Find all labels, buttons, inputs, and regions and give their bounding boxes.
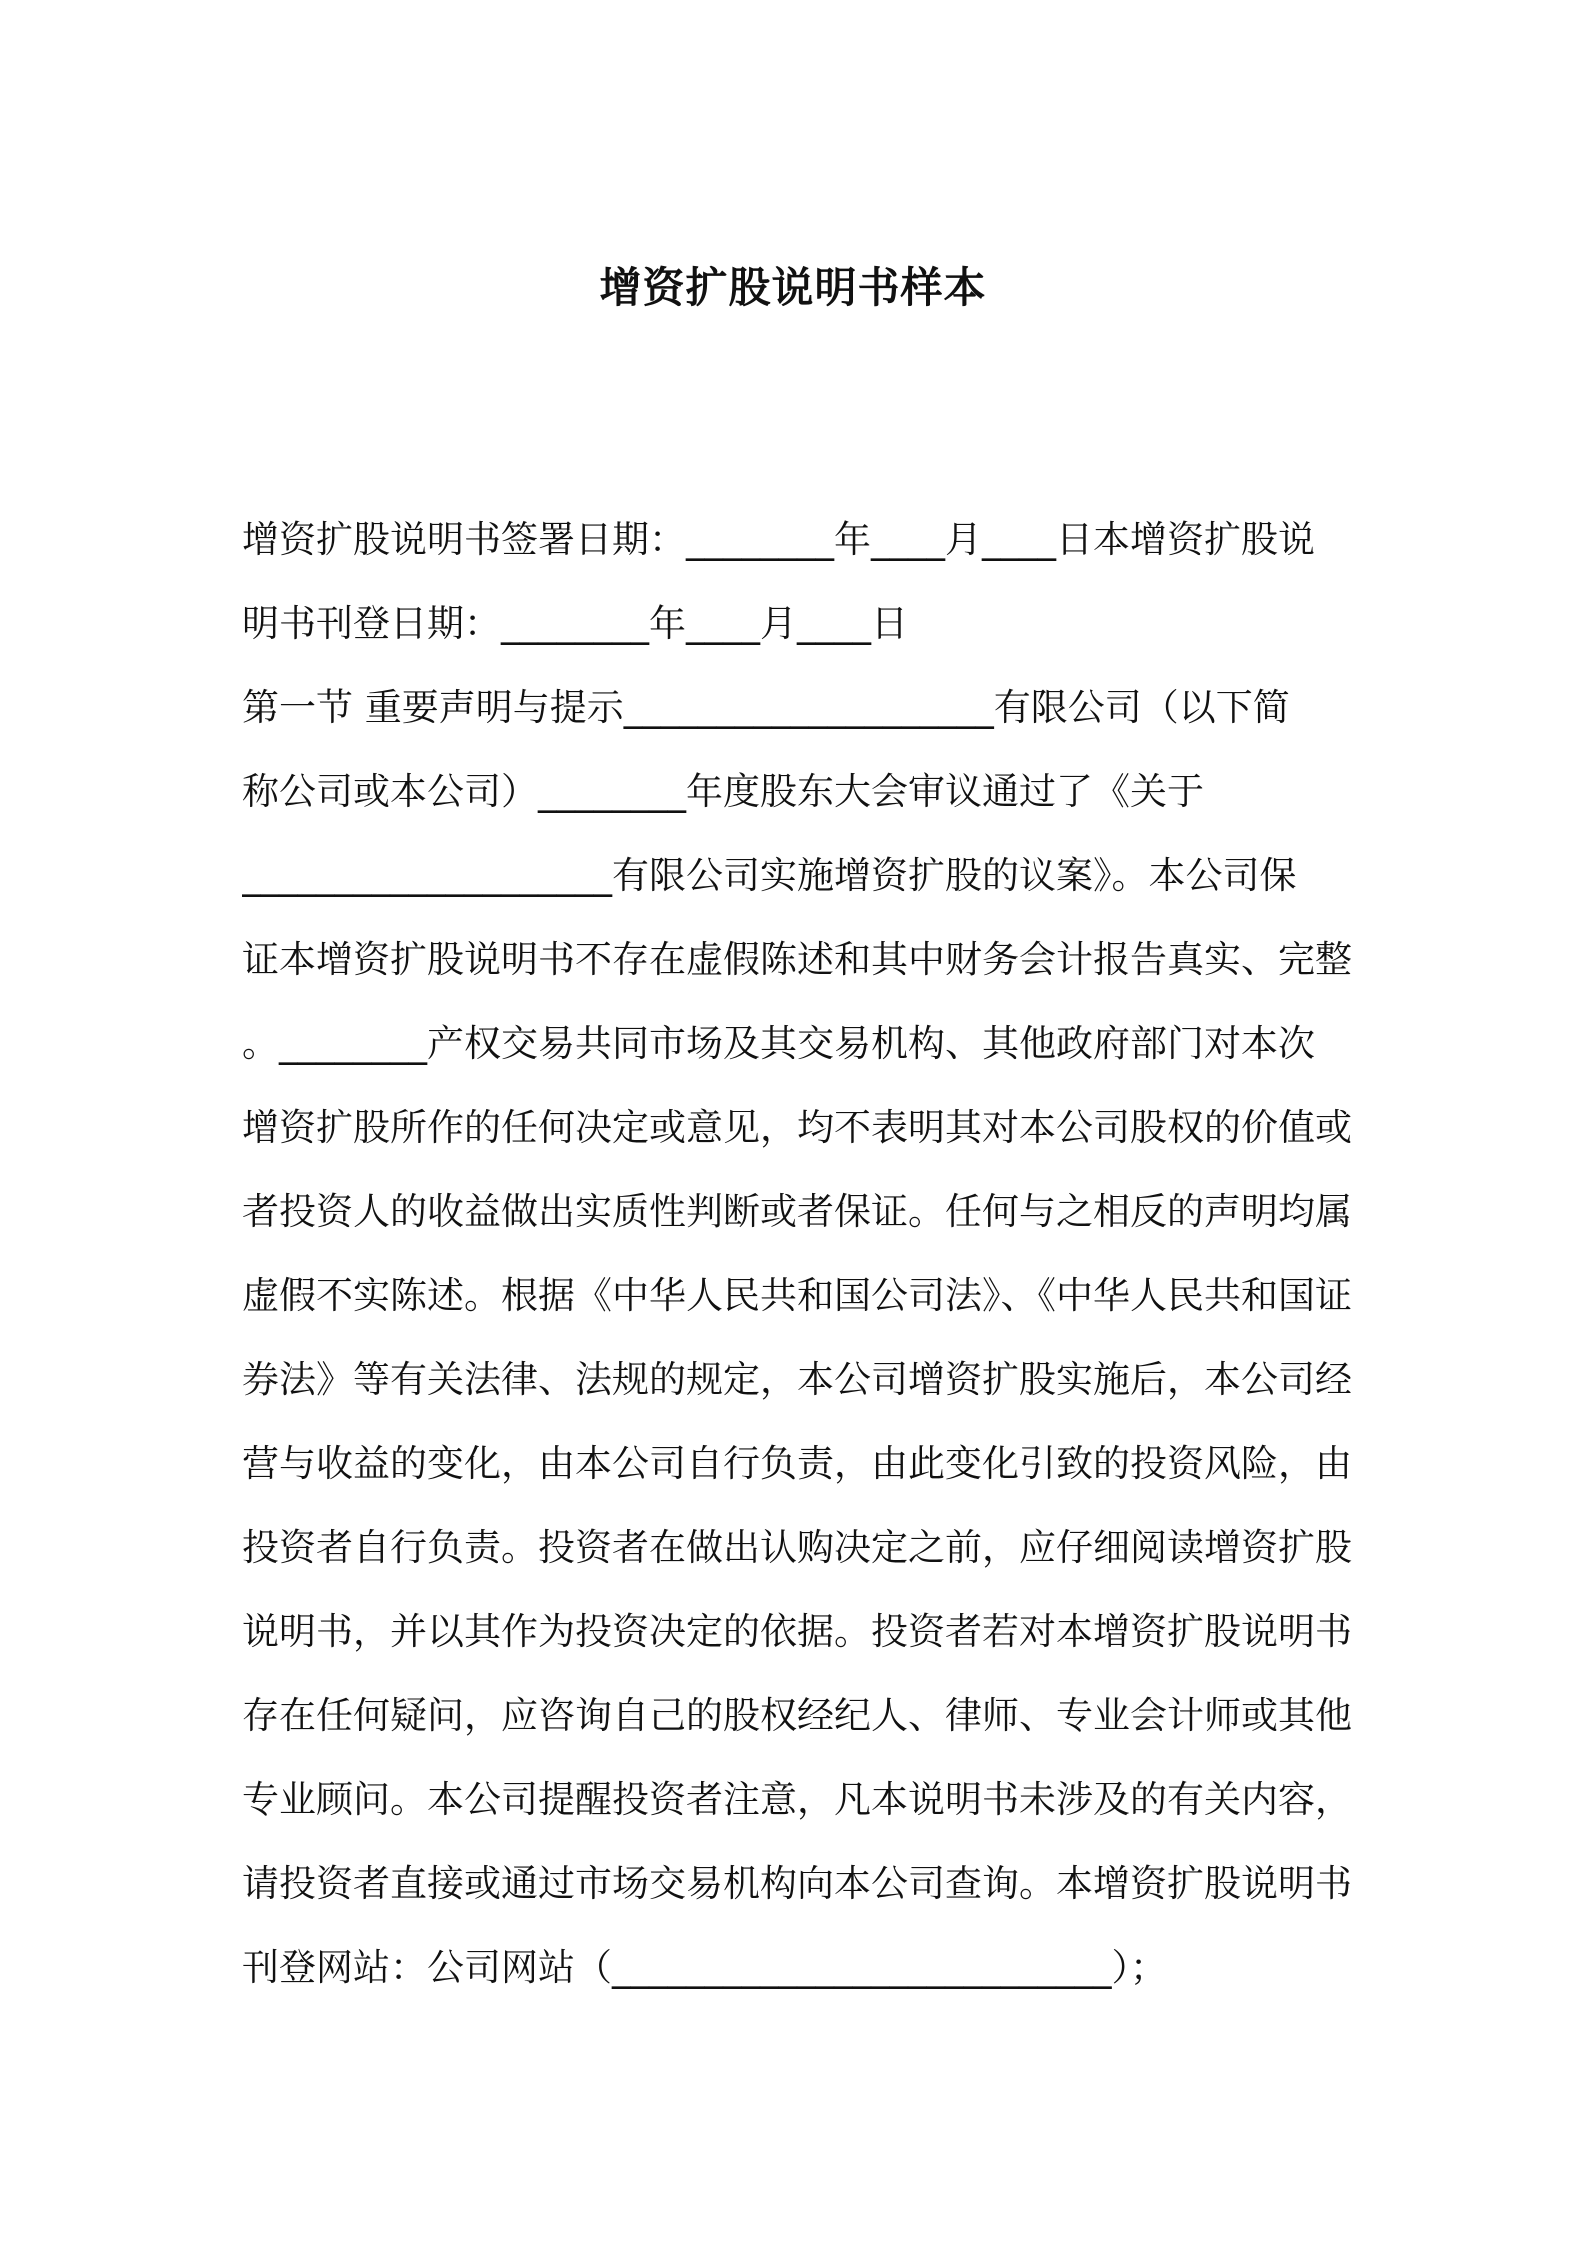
body-line: 证本增资扩股说明书不存在虚假陈述和其中财务会计报告真实、完整 bbox=[242, 938, 1352, 981]
body-line: 称公司或本公司）________年度股东大会审议通过了《关于 bbox=[242, 770, 1204, 813]
body-line: 增资扩股说明书签署日期：________年____月____日本增资扩股说 bbox=[242, 518, 1315, 561]
body-line: 。________产权交易共同市场及其交易机构、其他政府部门对本次 bbox=[242, 1022, 1315, 1065]
body-line: 存在任何疑问，应咨询自己的股权经纪人、律师、专业会计师或其他 bbox=[242, 1694, 1352, 1737]
body-line: 专业顾问。本公司提醒投资者注意，凡本说明书未涉及的有关内容， bbox=[242, 1778, 1352, 1821]
document-title: 增资扩股说明书样本 bbox=[599, 263, 987, 312]
body-line: 增资扩股所作的任何决定或意见，均不表明其对本公司股权的价值或 bbox=[242, 1106, 1352, 1149]
body-line: 请投资者直接或通过市场交易机构向本公司查询。本增资扩股说明书 bbox=[242, 1862, 1352, 1905]
body-line: 者投资人的收益做出实质性判断或者保证。任何与之相反的声明均属 bbox=[242, 1190, 1352, 1233]
body-line: 营与收益的变化，由本公司自行负责，由此变化引致的投资风险，由 bbox=[242, 1442, 1352, 1485]
body-line: 券法》等有关法律、法规的规定，本公司增资扩股实施后，本公司经 bbox=[242, 1358, 1352, 1401]
body-line: 虚假不实陈述。根据《中华人民共和国公司法》、《中华人民共和国证 bbox=[242, 1274, 1352, 1317]
body-line: 投资者自行负责。投资者在做出认购决定之前，应仔细阅读增资扩股 bbox=[242, 1526, 1352, 1569]
body-line: 明书刊登日期：________年____月____日 bbox=[242, 602, 908, 645]
body-line: 第一节 重要声明与提示____________________有限公司（以下简 bbox=[242, 686, 1290, 729]
document-body bbox=[242, 498, 1366, 2010]
body-line: ____________________有限公司实施增资扩股的议案》。本公司保 bbox=[242, 854, 1297, 897]
body-line: 说明书，并以其作为投资决定的依据。投资者若对本增资扩股说明书 bbox=[242, 1610, 1352, 1653]
body-line: 刊登网站：公司网站（___________________________）； bbox=[242, 1946, 1167, 1989]
